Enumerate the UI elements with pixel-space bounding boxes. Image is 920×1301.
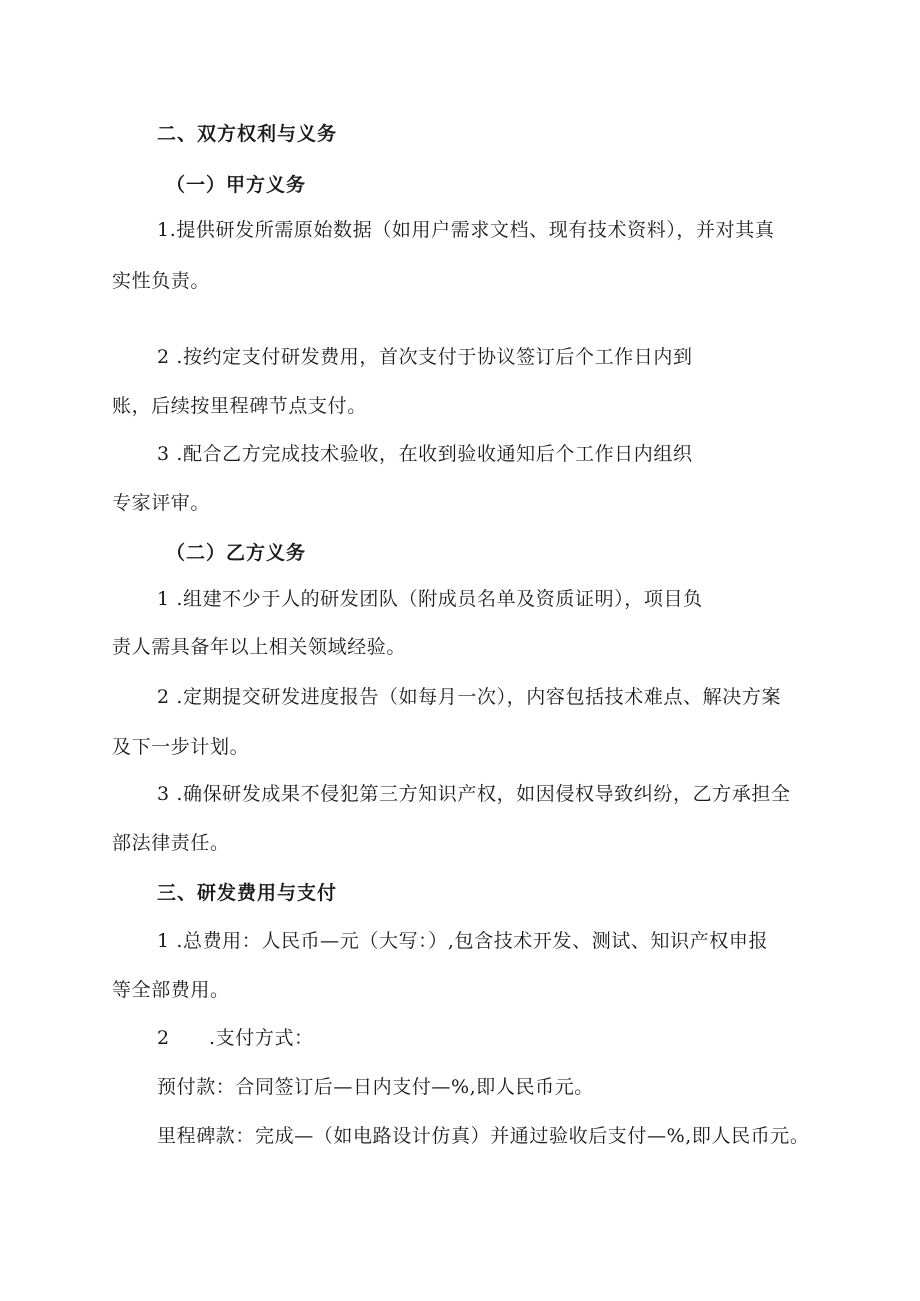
party-a-item-3-line-2: 专家评审。 xyxy=(112,492,211,514)
subheading-party-a: （一）甲方义务 xyxy=(166,174,307,196)
party-b-item-2-line-2: 及下一步计划。 xyxy=(112,736,250,758)
party-a-item-1-line-1: 1.提供研发所需原始数据（如用户需求文档、现有技术资料），并对其真 xyxy=(157,219,775,241)
subheading-party-b: （二）乙方义务 xyxy=(166,542,307,564)
milestone-payment-line: 里程碑款：完成—（如电路设计仿真）并通过验收后支付—%,即人民币元。 xyxy=(157,1125,810,1147)
party-b-item-1-line-2: 责人需具备年以上相关领域经验。 xyxy=(112,636,407,658)
party-b-item-1-line-1: 1 .组建不少于人的研发团队（附成员名单及资质证明），项目负 xyxy=(157,588,703,610)
party-a-item-1-line-2: 实性负责。 xyxy=(112,270,211,292)
section-heading-rights-obligations: 二、双方权利与义务 xyxy=(157,123,338,145)
party-b-item-3-line-1: 3 .确保研发成果不侵犯第三方知识产权，如因侵权导致纠纷，乙方承担全 xyxy=(157,783,791,805)
party-b-item-3-line-2: 部法律责任。 xyxy=(112,832,230,854)
advance-payment-line: 预付款：合同签订后—日内支付—%,即人民币元。 xyxy=(157,1076,594,1098)
party-a-item-2-line-1: 2 .按约定支付研发费用，首次支付于协议签订后个工作日内到 xyxy=(157,346,693,368)
fees-item-2-label: .支付方式： xyxy=(209,1027,314,1049)
fees-item-1-line-1: 1 .总费用：人民币—元（大写：）,包含技术开发、测试、知识产权申报 xyxy=(157,930,769,952)
party-b-item-2-line-1: 2 .定期提交研发进度报告（如每月一次），内容包括技术难点、解决方案 xyxy=(157,686,782,708)
section-heading-fees-payment: 三、研发费用与支付 xyxy=(157,882,338,904)
fees-item-1-line-2: 等全部费用。 xyxy=(112,979,230,1001)
party-a-item-3-line-1: 3 .配合乙方完成技术验收，在收到验收通知后个工作日内组织 xyxy=(157,443,693,465)
party-a-item-2-line-2: 账，后续按里程碑节点支付。 xyxy=(112,395,367,417)
fees-item-2-number: 2 xyxy=(157,1027,170,1049)
